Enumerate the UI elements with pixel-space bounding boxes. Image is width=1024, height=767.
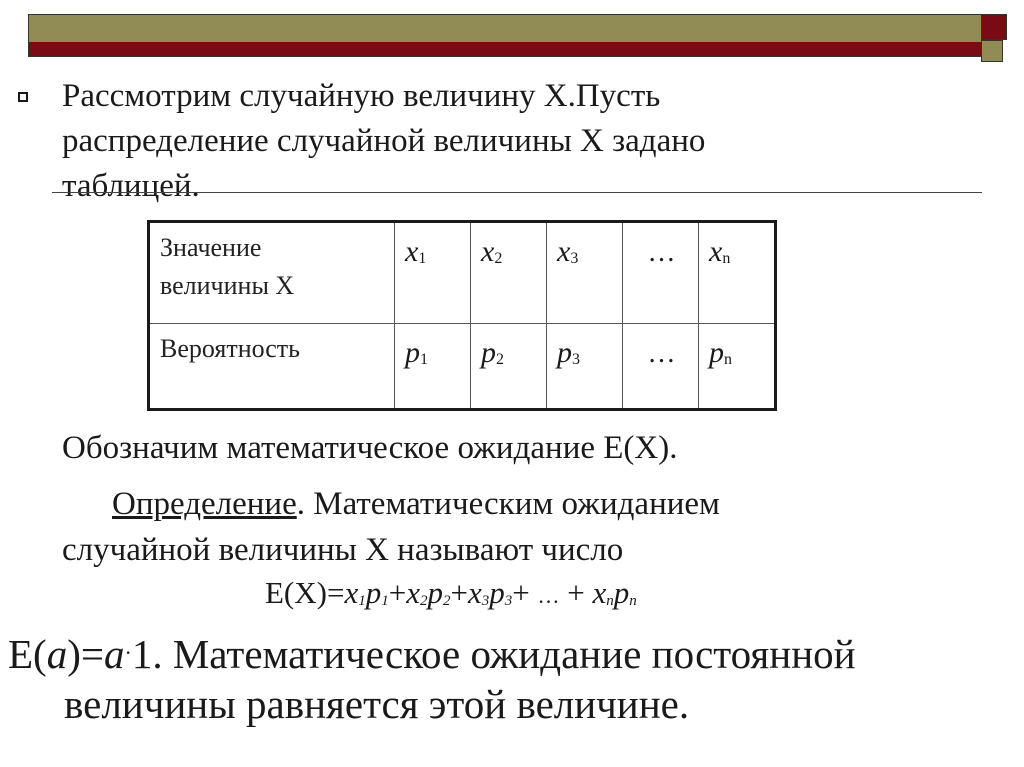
cell-ellipsis-p: … <box>623 324 699 410</box>
table-row-values <box>149 222 776 324</box>
cell-xn: $x_n$ <box>699 222 776 324</box>
intro-line-1: Рассмотрим случайную величину X.Пусть <box>62 78 661 114</box>
square-bullet-icon <box>18 92 28 102</box>
definition-term: Определение <box>112 486 297 522</box>
cell-pn: $p_n$ <box>699 324 776 410</box>
cell-x3: $x_3$ <box>547 222 623 324</box>
row-header-values <box>149 222 395 324</box>
definition-paragraph <box>62 481 962 573</box>
conclusion-line-2: величины равняется этой величине. <box>64 681 690 727</box>
formula-lhs: E(X)= <box>265 575 345 610</box>
cell-p3: $p_3$ <box>547 324 623 410</box>
expectation-formula: $E(X)=x_1p_1+x_2p_2+x_3p_3+$ … + $x_np_n$ <box>265 575 637 610</box>
constant-expectation-statement: E(a)=a·1. Математическое ожидание постоянной величины равняется этой величине. <box>8 628 1008 729</box>
cell-ellipsis-x: … <box>623 222 699 324</box>
definition-line-1 <box>62 481 962 527</box>
table-row-probabilities <box>149 324 776 410</box>
definition-rest: . Математическим ожиданием <box>296 486 720 522</box>
formula-ellipsis: … <box>537 583 560 608</box>
header-square-red <box>981 14 1007 40</box>
header-bar-olive <box>28 14 982 44</box>
intro-text <box>62 74 962 209</box>
header-bar-maroon <box>28 42 982 57</box>
cell-x2: $x_2$ <box>471 222 547 324</box>
row-header-line-1: Значение <box>160 233 262 262</box>
row-header-line-2: величины X <box>160 271 295 300</box>
header-square-olive <box>981 40 1003 62</box>
intro-line-2: распределение случайной величины X задано <box>62 123 706 159</box>
expectation-notation: Обозначим математическое ожидание E(X). <box>62 430 678 466</box>
cell-p2: $p_2$ <box>471 324 547 410</box>
definition-line-2: случайной величины X называют число <box>62 532 624 568</box>
cell-p1: $p_1$ <box>395 324 471 410</box>
cell-x1: $x_1$ <box>395 222 471 324</box>
conclusion-line-1: 1. Математическое ожидание постоянной <box>131 631 856 677</box>
distribution-table <box>147 220 777 411</box>
intro-line-3: таблицей. <box>62 168 200 204</box>
row-header-probability: Вероятность <box>149 324 395 410</box>
horizontal-rule <box>52 192 982 193</box>
